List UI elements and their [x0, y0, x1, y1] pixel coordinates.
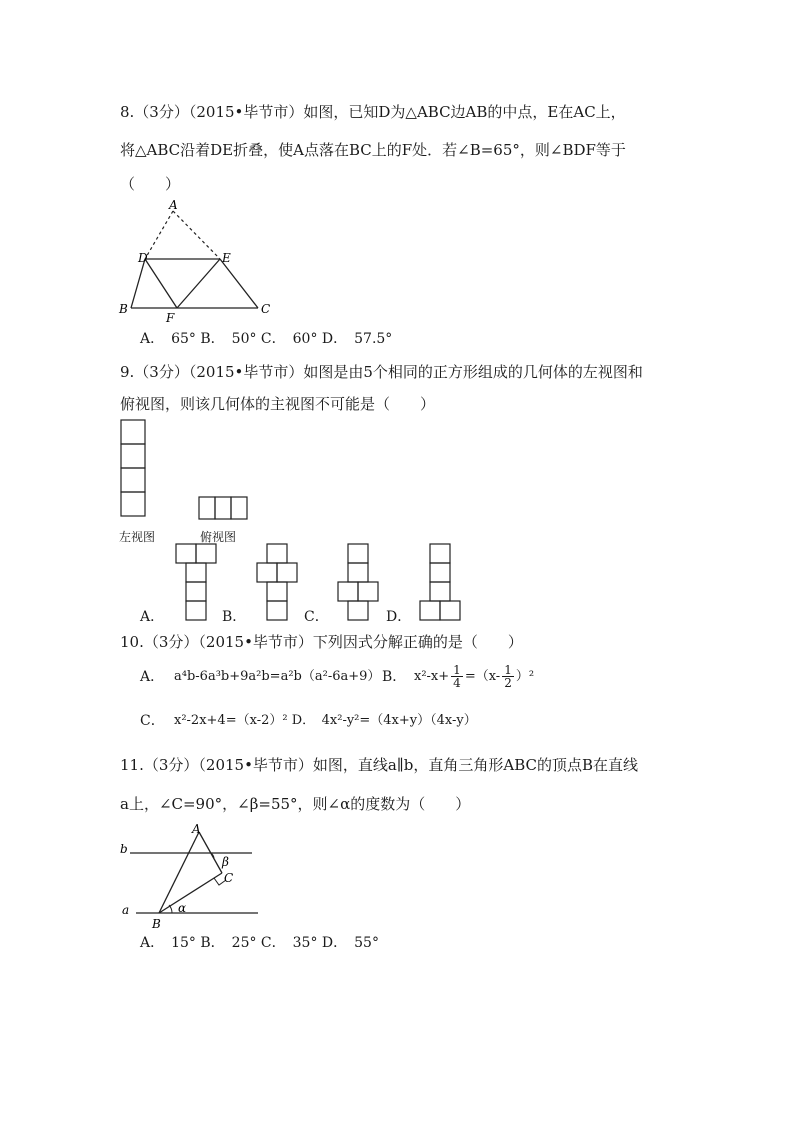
q9-option-b: B． — [222, 609, 247, 625]
q8-label-c: C — [261, 302, 271, 316]
q11-line-1: 11.（3分）（2015•毕节市）如图，直线a∥b，直角三角形ABC的顶点B在直线 — [120, 756, 639, 774]
q8-options: A． 65° B． 50° C． 60° D． 57.5° — [140, 331, 393, 347]
q8-line-1: 8.（3分）（2015•毕节市）如图，已知D为△ABC边AB的中点，E在AC上， — [120, 103, 626, 121]
q11-label-a-point: A — [192, 822, 201, 836]
q10-option-c-label: C． — [140, 713, 165, 729]
q9-option-a: A． — [140, 609, 165, 625]
q9-top-view-label: 俯视图 — [200, 530, 237, 544]
q11-label-beta: β — [222, 855, 229, 869]
q8-label-a: A — [169, 198, 178, 212]
q11-line-2: a上，∠C=90°，∠β=55°，则∠α的度数为（ ） — [120, 795, 471, 813]
q10-option-c-d-text: x²-2x+4=（x-2）² D． 4x²-y²=（4x+y）（4x-y） — [174, 713, 477, 728]
q10-line-1: 10.（3分）（2015•毕节市）下列因式分解正确的是（ ） — [120, 633, 523, 651]
q9-line-2: 俯视图，则该几何体的主视图不可能是（ ） — [120, 395, 436, 413]
q9-option-d: D． — [386, 609, 412, 625]
q11-label-c-point: C — [224, 871, 234, 885]
q8-label-e: E — [222, 251, 231, 265]
q8-label-d: D — [138, 251, 148, 265]
q11-options: A． 15° B． 25° C． 35° D． 55° — [140, 935, 379, 951]
q11-label-b-point: B — [152, 917, 161, 931]
q10-option-b-mid: =（x- — [464, 669, 501, 684]
q10-option-b-label: B． — [382, 669, 407, 685]
q10-option-b-fraction-2: $\frac{1}{2}$ — [504, 663, 512, 690]
q9-option-c: C． — [304, 609, 329, 625]
q8-line-2: 将△ABC沿着DE折叠，使A点落在BC上的F处．若∠B=65°，则∠BDF等于 — [120, 141, 626, 159]
q8-label-f: F — [166, 311, 175, 325]
q11-label-line-a: a — [122, 903, 130, 917]
q8-blank: （ ） — [120, 175, 181, 193]
q10-option-a-label: A． — [140, 669, 165, 685]
q9-line-1: 9.（3分）（2015•毕节市）如图是由5个相同的正方形组成的几何体的左视图和 — [120, 363, 643, 381]
q10-option-b-rhs: ）² — [515, 669, 535, 684]
q9-left-view-label: 左视图 — [119, 530, 156, 544]
q8-label-b: B — [119, 302, 128, 316]
q10-option-b-lhs: x²-x+ — [414, 669, 450, 684]
q11-label-line-b: b — [120, 842, 128, 856]
q10-option-a-text: a⁴b-6a³b+9a²b=a²b（a²-6a+9） — [174, 669, 381, 684]
q11-label-alpha: α — [178, 901, 187, 915]
q10-option-b-fraction-1: $\frac{1}{4}$ — [453, 663, 461, 690]
